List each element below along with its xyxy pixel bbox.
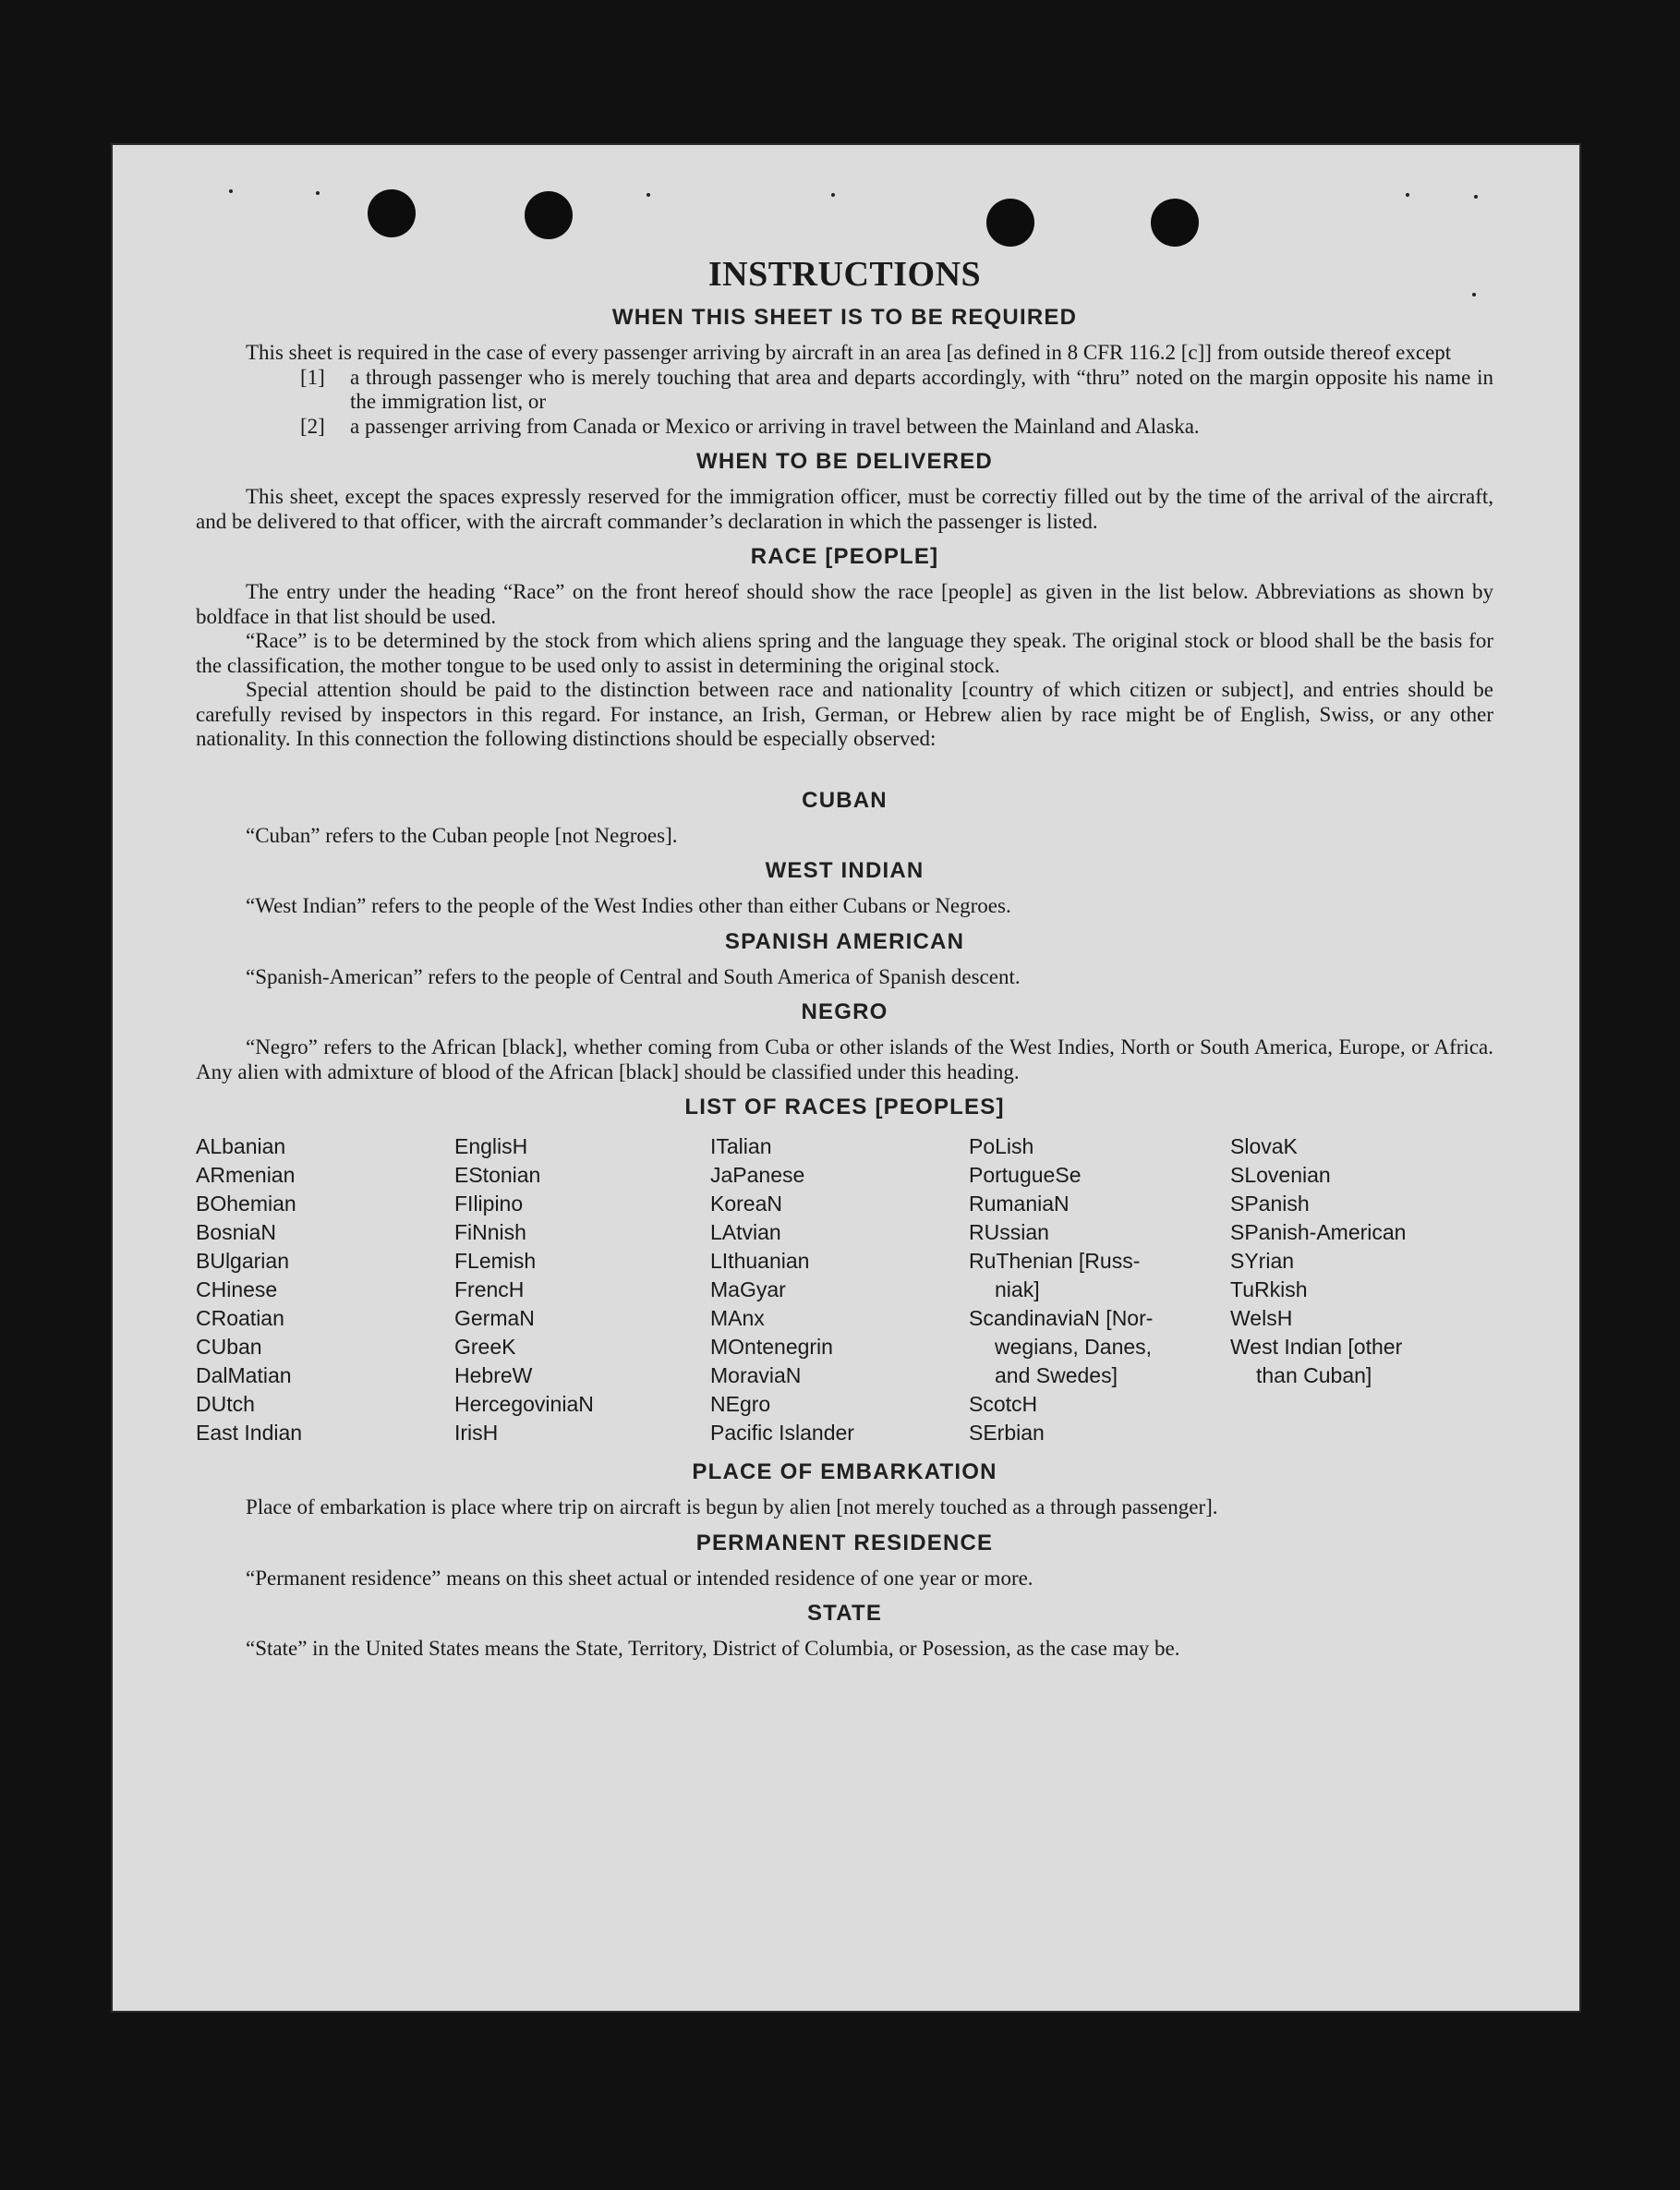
race-item: LIthuanian bbox=[710, 1249, 810, 1273]
race-item: RuThenian [Russ- bbox=[969, 1249, 1141, 1273]
when-required-intro: This sheet is required in the case of every passenger arriving by aircraft in an area [as defined in 8 CFR 116.2 [c]] from outside thereof except bbox=[246, 341, 1452, 364]
race-item: NEgro bbox=[710, 1392, 771, 1416]
race-item: RUssian bbox=[969, 1220, 1049, 1244]
exception-text: a through passenger who is merely touching that area and departs accordingly, with “thru” noted on the margin opposite his name in the immigration list, or bbox=[350, 365, 1493, 413]
race-item: DalMatian bbox=[196, 1363, 292, 1387]
race-item: HebreW bbox=[454, 1363, 533, 1387]
race-item: MAnx bbox=[710, 1306, 765, 1330]
races-column bbox=[710, 1132, 969, 1447]
embarkation-text: Place of embarkation is place where trip on aircraft is begun by alien [not merely touched as a through passenger]. bbox=[246, 1495, 1218, 1518]
heading-when-required: WHEN THIS SHEET IS TO BE REQUIRED bbox=[611, 305, 1078, 330]
race-item: SLovenian bbox=[1230, 1163, 1331, 1187]
race-item: GermaN bbox=[454, 1306, 535, 1330]
heading-list-of-races: LIST OF RACES [PEOPLES] bbox=[684, 1095, 1005, 1119]
punch-hole bbox=[1151, 199, 1199, 247]
race-item: FiNnish bbox=[454, 1220, 526, 1244]
race-item: SPanish-American bbox=[1230, 1220, 1407, 1244]
race-item: MOntenegrin bbox=[710, 1335, 833, 1359]
race-item: EnglisH bbox=[454, 1134, 528, 1158]
races-column bbox=[969, 1132, 1230, 1447]
race-item: FIlipino bbox=[454, 1192, 524, 1216]
race-item: ARmenian bbox=[196, 1163, 296, 1187]
race-item: KoreaN bbox=[710, 1192, 782, 1216]
races-column bbox=[454, 1132, 710, 1447]
race-item: Pacific Islander bbox=[710, 1421, 854, 1445]
race-item: SlovaK bbox=[1230, 1134, 1298, 1158]
race-item: EStonian bbox=[454, 1163, 541, 1187]
heading-when-delivered: WHEN TO BE DELIVERED bbox=[696, 449, 993, 474]
race-item: BOhemian bbox=[196, 1192, 296, 1216]
spacer bbox=[196, 752, 1493, 778]
race-item: ALbanian bbox=[196, 1134, 286, 1158]
race-item: CUban bbox=[196, 1335, 262, 1359]
heading-negro: NEGRO bbox=[801, 999, 888, 1024]
race-item: BUlgarian bbox=[196, 1249, 289, 1273]
cuban-text: “Cuban” refers to the Cuban people [not Negroes]. bbox=[246, 823, 678, 847]
race-item: CHinese bbox=[196, 1277, 278, 1301]
race-item: HercegoviniaN bbox=[454, 1392, 594, 1416]
speck bbox=[1474, 195, 1478, 199]
race-item: niak] bbox=[995, 1277, 1040, 1301]
exception-text: a passenger arriving from Canada or Mexico or arriving in travel between the Mainland and Alaska. bbox=[350, 414, 1200, 438]
race-item: West Indian [other bbox=[1230, 1335, 1403, 1359]
exception-item bbox=[196, 415, 1493, 440]
exception-item bbox=[196, 366, 1493, 415]
race-item: BosniaN bbox=[196, 1220, 276, 1244]
race-item: ITalian bbox=[710, 1134, 772, 1158]
race-item: TuRkish bbox=[1230, 1277, 1308, 1301]
heading-permanent-residence: PERMANENT RESIDENCE bbox=[695, 1530, 994, 1555]
race-item: and Swedes] bbox=[995, 1363, 1118, 1387]
west-indian-text: “West Indian” refers to the people of the West Indies other than either Cubans or Negroes. bbox=[246, 894, 1011, 917]
speck bbox=[1406, 193, 1409, 197]
heading-cuban: CUBAN bbox=[802, 787, 888, 813]
negro-text: “Negro” refers to the African [black], whether coming from Cuba or other islands of the West Indies, North or South America, Europe, or Africa. Any alien with admixture of blood of the African [black] should be classified under this heading. bbox=[196, 1035, 1493, 1083]
race-paragraph-2: “Race” is to be determined by the stock from which aliens spring and the language they speak. The original stock or blood shall be the basis for the classification, the mother tongue to be used only to assist in determining the original stock. bbox=[196, 629, 1493, 677]
race-item: MoraviaN bbox=[710, 1363, 802, 1387]
when-delivered-text: This sheet, except the spaces expressly reserved for the immigration officer, must be correctiy filled out by the time of the arrival of the aircraft, and be delivered to that officer, with the aircraft commander’s declaration in which the passenger is listed. bbox=[196, 485, 1493, 533]
race-item: SErbian bbox=[969, 1421, 1045, 1445]
race-item: East Indian bbox=[196, 1421, 303, 1445]
residence-text: “Permanent residence” means on this sheet actual or intended residence of one year or more. bbox=[246, 1566, 1033, 1590]
heading-race: RACE [PEOPLE] bbox=[750, 544, 939, 569]
race-item: ScandinaviaN [Nor- bbox=[969, 1306, 1154, 1330]
race-item: ScotcH bbox=[969, 1392, 1038, 1416]
instructions-content bbox=[196, 254, 1493, 1662]
spanish-american-text: “Spanish-American” refers to the people of Central and South America of Spanish descent. bbox=[246, 964, 1021, 988]
race-item: CRoatian bbox=[196, 1306, 284, 1330]
race-item: SPanish bbox=[1230, 1192, 1310, 1216]
race-item: WelsH bbox=[1230, 1306, 1293, 1330]
punch-hole bbox=[986, 199, 1034, 247]
race-item: SYrian bbox=[1230, 1249, 1295, 1273]
race-item: GreeK bbox=[454, 1335, 516, 1359]
race-item: RumaniaN bbox=[969, 1192, 1070, 1216]
race-item: than Cuban] bbox=[1256, 1363, 1372, 1387]
race-item: DUtch bbox=[196, 1392, 255, 1416]
race-item: PortugueSe bbox=[969, 1163, 1082, 1187]
exception-number: [2] bbox=[300, 414, 325, 438]
state-text: “State” in the United States means the State, Territory, District of Columbia, or Posession, as the case may be. bbox=[246, 1637, 1180, 1660]
race-item: FrencH bbox=[454, 1277, 525, 1301]
race-item: MaGyar bbox=[710, 1277, 786, 1301]
races-column bbox=[1230, 1132, 1493, 1447]
speck bbox=[647, 193, 650, 197]
punch-hole bbox=[525, 191, 573, 239]
heading-west-indian: WEST INDIAN bbox=[765, 858, 925, 883]
speck bbox=[229, 189, 233, 193]
race-item: wegians, Danes, bbox=[995, 1335, 1153, 1359]
punch-hole bbox=[368, 189, 416, 237]
heading-spanish-american: SPANISH AMERICAN bbox=[724, 928, 965, 954]
race-item: IrisH bbox=[454, 1421, 499, 1445]
heading-embarkation: PLACE OF EMBARKATION bbox=[692, 1459, 997, 1484]
race-paragraph-3: Special attention should be paid to the distinction between race and nationality [country of which citizen or subject], and entries should be carefully revised by inspectors in this regard. For instance, an Irish, German, or Hebrew alien by race might be of English, Swiss, or any other nationality. In this connection the following distinctions should be especially observed: bbox=[196, 678, 1493, 750]
race-item: FLemish bbox=[454, 1249, 537, 1273]
race-item: PoLish bbox=[969, 1134, 1034, 1158]
race-item: JaPanese bbox=[710, 1163, 805, 1187]
race-item: LAtvian bbox=[710, 1220, 781, 1244]
race-paragraph-1: The entry under the heading “Race” on the front hereof should show the race [people] as given in the list below. Abbreviations as shown by boldface in that list should be used. bbox=[196, 580, 1493, 628]
page-title: INSTRUCTIONS bbox=[707, 255, 982, 294]
races-column bbox=[196, 1132, 454, 1447]
speck bbox=[316, 191, 320, 195]
document-sheet bbox=[113, 145, 1579, 2011]
speck bbox=[831, 193, 835, 197]
races-list bbox=[196, 1132, 1493, 1447]
heading-state: STATE bbox=[806, 1601, 883, 1626]
exception-number: [1] bbox=[300, 365, 325, 389]
